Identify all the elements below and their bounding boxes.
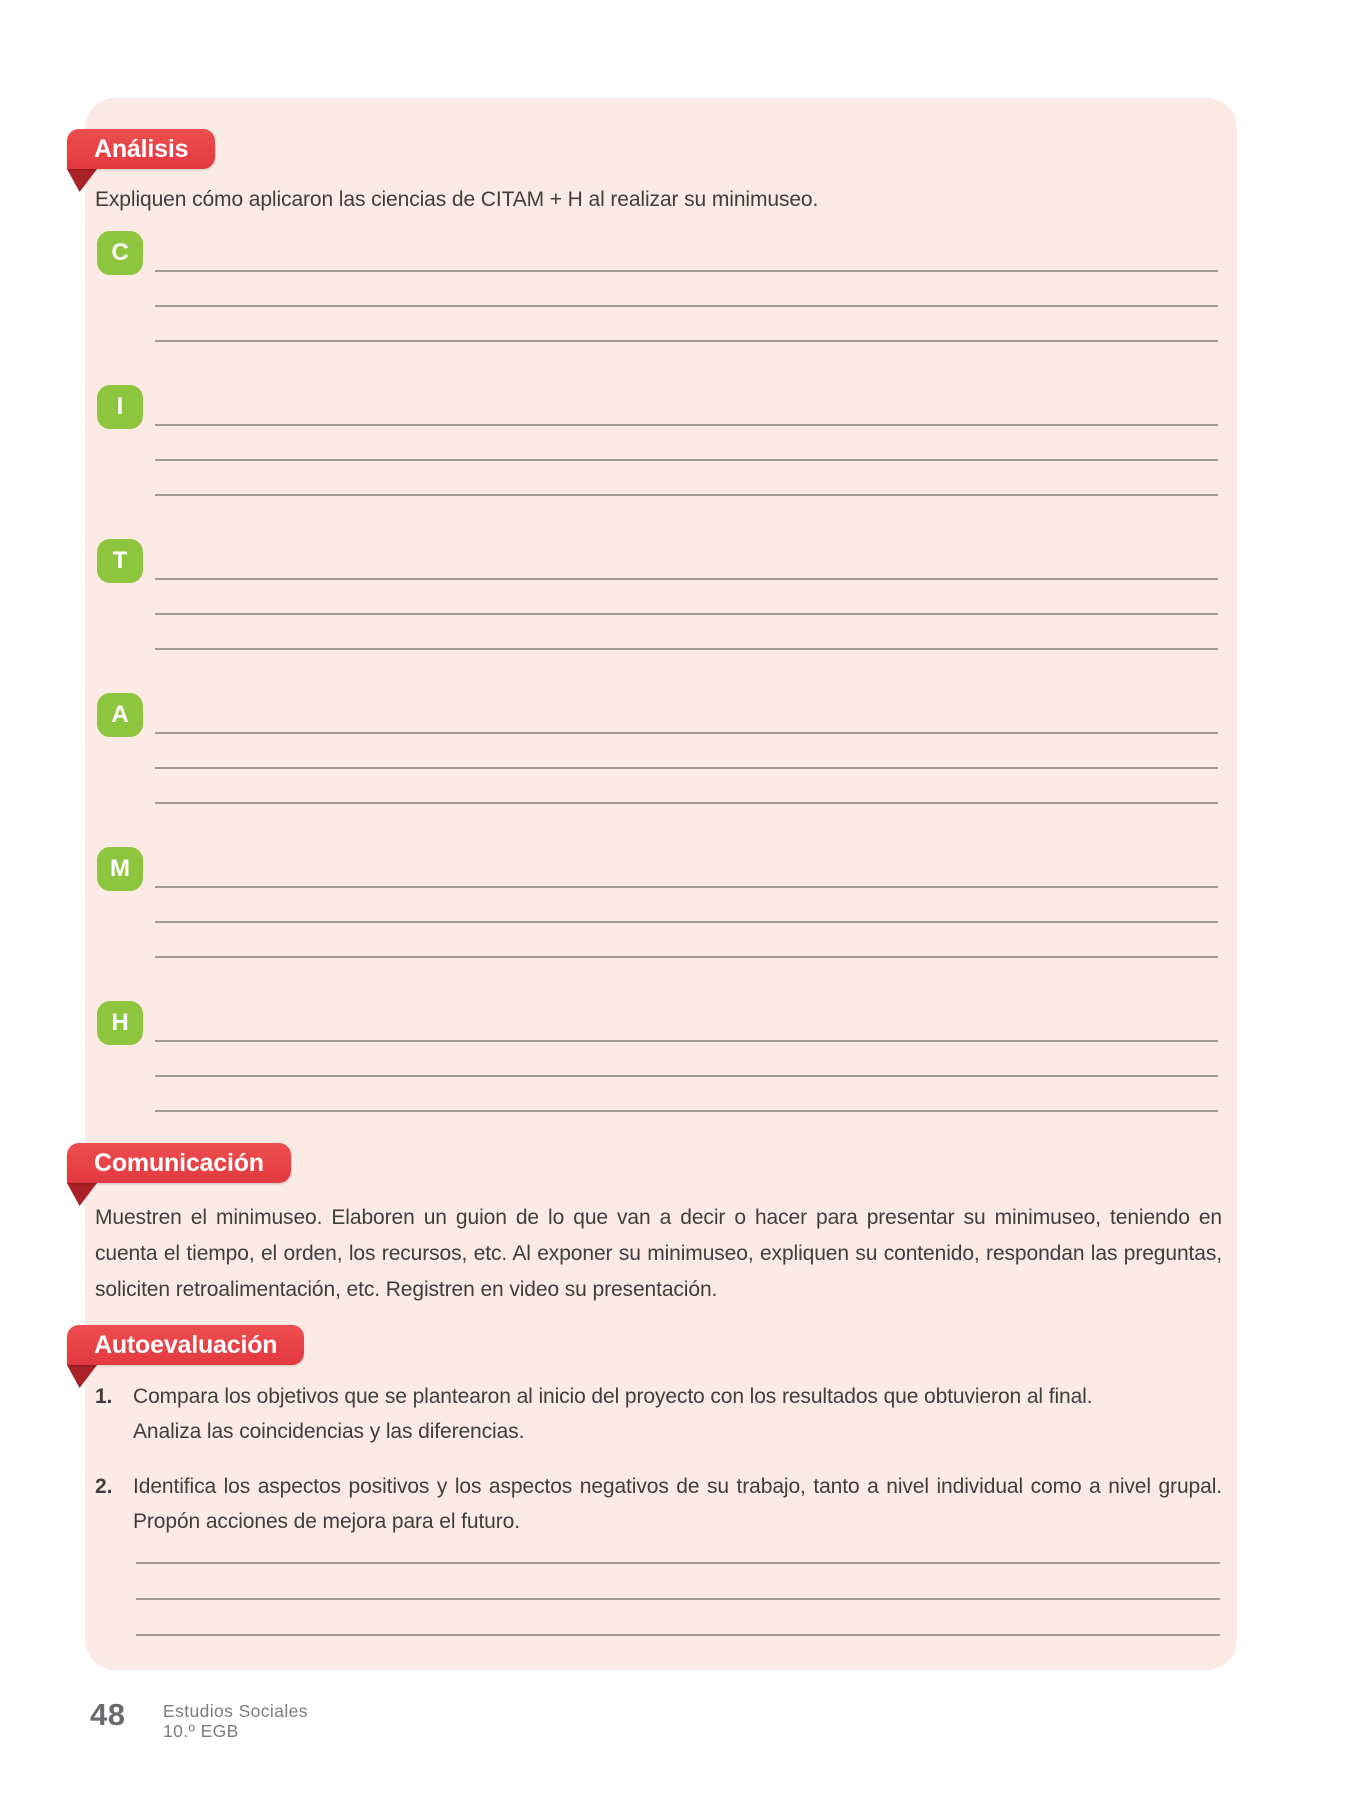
letter-group-T [97, 539, 1218, 651]
letter-group-C [97, 231, 1218, 343]
writing-line [155, 886, 1218, 888]
letter-badge-T: T [97, 539, 143, 583]
writing-line [155, 1110, 1218, 1112]
letter-group-A [97, 693, 1218, 805]
autoevaluacion-item-2 [95, 1469, 1222, 1539]
section-badge-label: Análisis [94, 134, 189, 163]
comunicacion-paragraph: Muestren el minimuseo. Elaboren un guion de lo que van a decir o hacer para presentar su minimuseo, teniendo en cuenta el tiempo, el orden, los recursos, etc. Al exponer su minimuseo, expliquen su contenido, respondan las preguntas, soliciten retroalimentación, etc. Registren en video su presentación. [95, 1206, 1222, 1301]
writing-line [155, 802, 1218, 804]
letter-badge-C: C [97, 231, 143, 275]
footer-page-number: 48 [90, 1697, 126, 1732]
writing-line [155, 921, 1218, 923]
writing-line [155, 1040, 1218, 1042]
section-badge-analisis [67, 129, 215, 169]
writing-line [155, 459, 1218, 461]
writing-line [155, 270, 1218, 272]
writing-line [155, 340, 1218, 342]
item-text-line: Analiza las coincidencias y las diferencias. [133, 1420, 525, 1443]
writing-line [155, 578, 1218, 580]
writing-line [155, 305, 1218, 307]
writing-line [155, 767, 1218, 769]
section-badge-comunicacion [67, 1143, 291, 1183]
autoevaluacion-items [95, 1379, 1222, 1559]
item-text-line: Identifica los aspectos positivos y los aspectos negativos de su trabajo, tanto a nivel individual como a nivel grupal. Propón acciones de mejora para el futuro. [133, 1475, 1222, 1533]
letter-group-M [97, 847, 1218, 959]
footer-meta [163, 1701, 308, 1741]
answer-writing-line [136, 1634, 1220, 1636]
letter-group-I [97, 385, 1218, 497]
writing-line [155, 424, 1218, 426]
writing-line [155, 732, 1218, 734]
answer-writing-line [136, 1562, 1220, 1564]
item-text-line: Compara los objetivos que se plantearon al inicio del proyecto con los resultados que obtuvieron al final. [133, 1385, 1093, 1408]
section-badge-label: Comunicación [94, 1148, 264, 1177]
analisis-instruction: Expliquen cómo aplicaron las ciencias de CITAM + H al realizar su minimuseo. [95, 188, 819, 211]
footer-subject: Estudios Sociales [163, 1701, 308, 1721]
section-badge-label: Autoevaluación [94, 1330, 278, 1359]
letter-badge-M: M [97, 847, 143, 891]
writing-line [155, 648, 1218, 650]
item-number: 2. [95, 1475, 113, 1498]
writing-line [155, 1075, 1218, 1077]
answer-writing-line [136, 1598, 1220, 1600]
item-text [133, 1469, 1222, 1539]
letter-badge-I: I [97, 385, 143, 429]
item-text [133, 1379, 1222, 1449]
footer-grade: 10.º EGB [163, 1721, 239, 1741]
writing-line [155, 613, 1218, 615]
section-badge-autoevaluacion [67, 1325, 304, 1365]
autoevaluacion-item-1 [95, 1379, 1222, 1449]
letter-badge-H: H [97, 1001, 143, 1045]
letter-badge-A: A [97, 693, 143, 737]
letter-group-H [97, 1001, 1218, 1113]
writing-line [155, 494, 1218, 496]
writing-line [155, 956, 1218, 958]
item-number: 1. [95, 1385, 113, 1408]
